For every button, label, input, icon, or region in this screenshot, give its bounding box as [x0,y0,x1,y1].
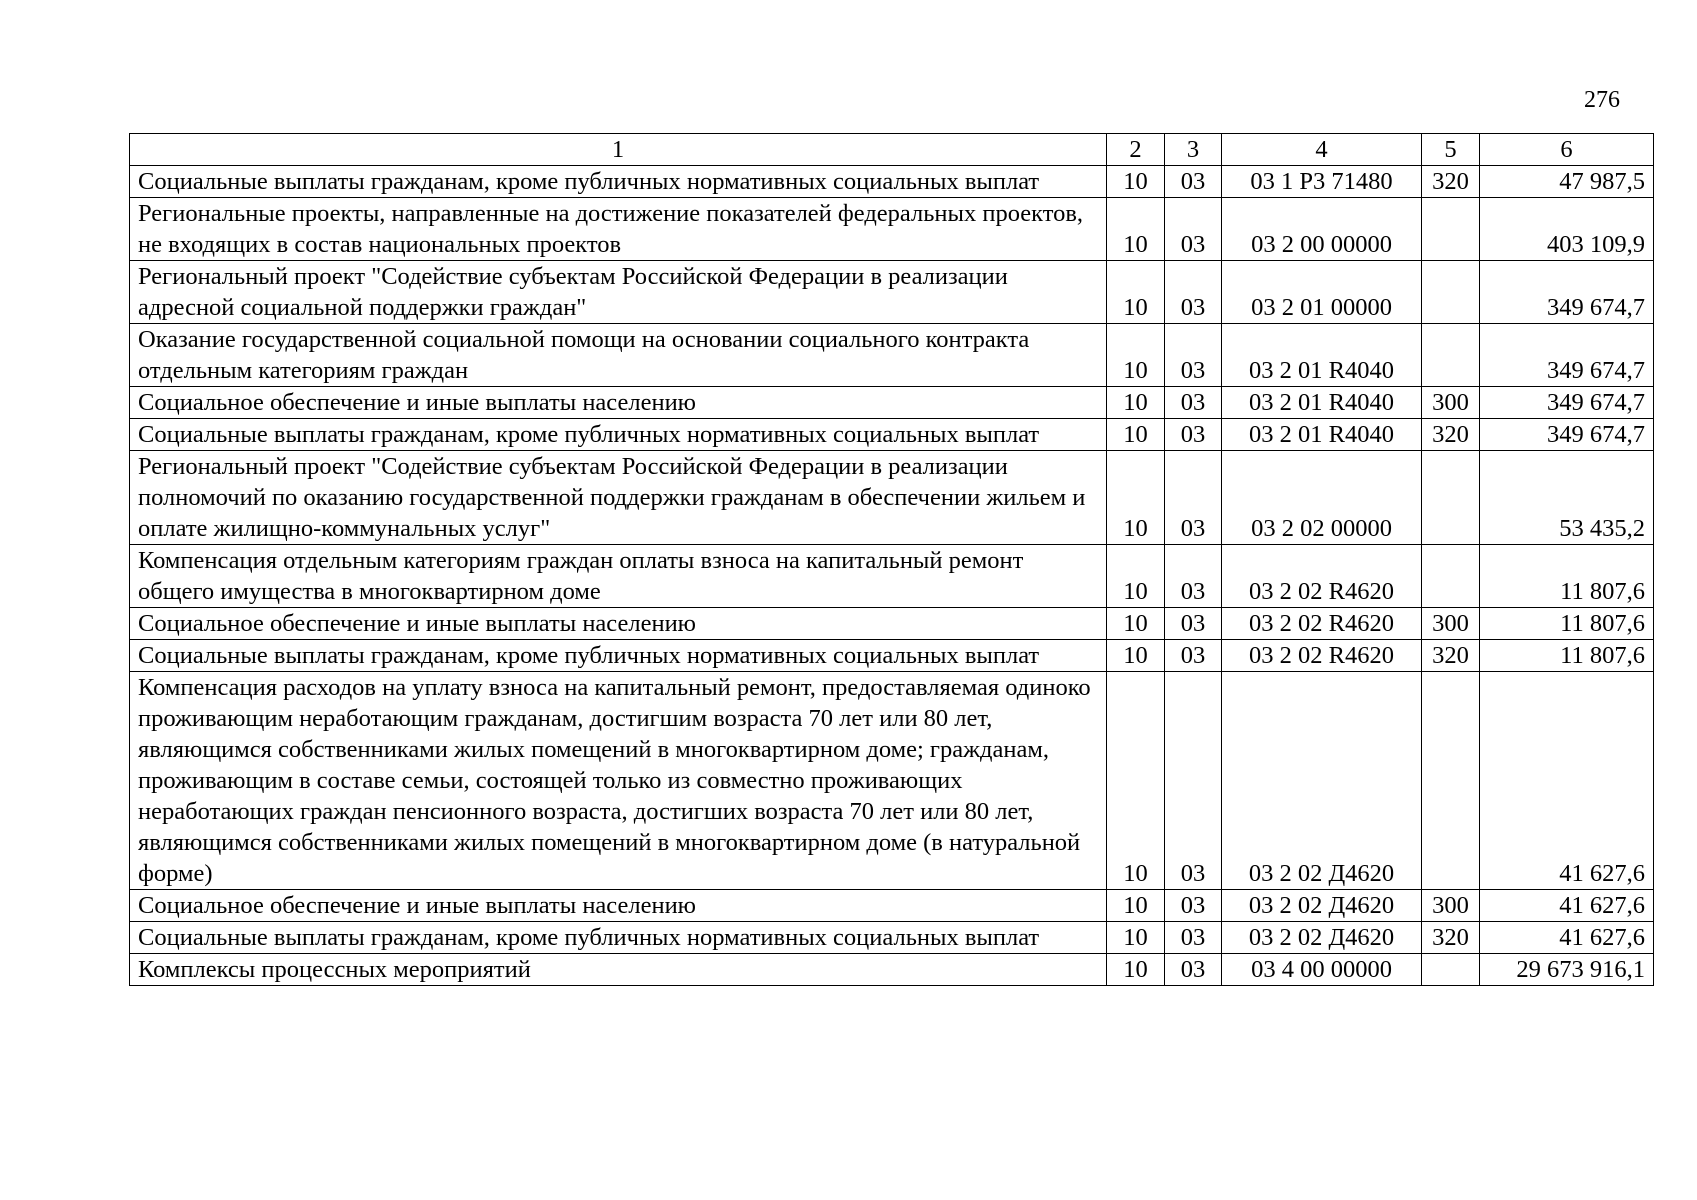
row-target-code: 03 2 02 R4620 [1222,545,1422,608]
table-row [130,387,1654,419]
row-target-code: 03 2 01 00000 [1222,261,1422,324]
column-header-6: 6 [1480,134,1654,166]
table-row [130,890,1654,922]
row-description: Оказание государственной социальной помощи на основании социального контракта отдельным категориям граждан [130,324,1107,387]
row-expense-type: 300 [1422,608,1480,640]
row-section: 10 [1107,954,1165,986]
row-expense-type [1422,954,1480,986]
row-expense-type: 320 [1422,922,1480,954]
row-target-code: 03 2 01 R4040 [1222,387,1422,419]
row-section: 10 [1107,261,1165,324]
row-subsection: 03 [1165,672,1222,890]
page-number: 276 [1584,87,1620,113]
row-amount: 11 807,6 [1480,608,1654,640]
row-section: 10 [1107,451,1165,545]
row-section: 10 [1107,198,1165,261]
column-header-4: 4 [1222,134,1422,166]
row-section: 10 [1107,672,1165,890]
row-amount: 53 435,2 [1480,451,1654,545]
row-description: Социальные выплаты гражданам, кроме публичных нормативных социальных выплат [130,640,1107,672]
row-subsection: 03 [1165,922,1222,954]
row-description: Социальные выплаты гражданам, кроме публичных нормативных социальных выплат [130,922,1107,954]
row-subsection: 03 [1165,387,1222,419]
row-amount: 349 674,7 [1480,419,1654,451]
table-row [130,324,1654,387]
row-section: 10 [1107,419,1165,451]
row-description: Социальные выплаты гражданам, кроме публичных нормативных социальных выплат [130,166,1107,198]
row-target-code: 03 2 02 Д4620 [1222,922,1422,954]
row-amount: 11 807,6 [1480,640,1654,672]
row-amount: 47 987,5 [1480,166,1654,198]
table-row [130,640,1654,672]
row-subsection: 03 [1165,640,1222,672]
column-header-1: 1 [130,134,1107,166]
row-subsection: 03 [1165,198,1222,261]
row-description: Компенсация расходов на уплату взноса на капитальный ремонт, предоставляемая одиноко проживающим неработающим гражданам, достигшим возраста 70 лет или 80 лет, являющимся собственниками жилых помещений в многоквартирном доме; гражданам, проживающим в составе семьи, состоящей только из совместно проживающих неработающих граждан пенсионного возраста, достигших возраста 70 лет или 80 лет, являющимся собственниками жилых помещений в многоквартирном доме (в натуральной форме) [130,672,1107,890]
row-expense-type: 320 [1422,640,1480,672]
row-subsection: 03 [1165,954,1222,986]
row-section: 10 [1107,166,1165,198]
row-description: Компенсация отдельным категориям граждан оплаты взноса на капитальный ремонт общего имущества в многоквартирном доме [130,545,1107,608]
row-expense-type [1422,545,1480,608]
table-row [130,198,1654,261]
budget-table [129,133,1654,986]
row-amount: 349 674,7 [1480,324,1654,387]
row-expense-type [1422,261,1480,324]
row-description: Комплексы процессных мероприятий [130,954,1107,986]
table-row [130,545,1654,608]
row-section: 10 [1107,608,1165,640]
row-amount: 403 109,9 [1480,198,1654,261]
row-section: 10 [1107,387,1165,419]
row-target-code: 03 1 Р3 71480 [1222,166,1422,198]
table-row [130,922,1654,954]
row-expense-type: 300 [1422,387,1480,419]
row-target-code: 03 2 02 Д4620 [1222,890,1422,922]
row-subsection: 03 [1165,890,1222,922]
row-expense-type: 320 [1422,166,1480,198]
table-row [130,672,1654,890]
row-expense-type [1422,451,1480,545]
row-target-code: 03 2 02 00000 [1222,451,1422,545]
row-subsection: 03 [1165,451,1222,545]
table-row [130,608,1654,640]
table-row [130,419,1654,451]
row-section: 10 [1107,922,1165,954]
column-header-5: 5 [1422,134,1480,166]
row-subsection: 03 [1165,261,1222,324]
table-row [130,166,1654,198]
row-target-code: 03 2 00 00000 [1222,198,1422,261]
row-target-code: 03 2 01 R4040 [1222,419,1422,451]
row-expense-type [1422,672,1480,890]
row-target-code: 03 2 01 R4040 [1222,324,1422,387]
row-amount: 41 627,6 [1480,672,1654,890]
row-amount: 11 807,6 [1480,545,1654,608]
row-description: Социальное обеспечение и иные выплаты населению [130,387,1107,419]
row-section: 10 [1107,890,1165,922]
row-amount: 349 674,7 [1480,261,1654,324]
row-amount: 41 627,6 [1480,890,1654,922]
row-subsection: 03 [1165,419,1222,451]
row-subsection: 03 [1165,166,1222,198]
row-amount: 29 673 916,1 [1480,954,1654,986]
row-subsection: 03 [1165,545,1222,608]
row-expense-type: 320 [1422,419,1480,451]
table-row [130,451,1654,545]
table-header-row [130,134,1654,166]
row-description: Региональный проект "Содействие субъектам Российской Федерации в реализации адресной социальной поддержки граждан" [130,261,1107,324]
row-description: Социальное обеспечение и иные выплаты населению [130,890,1107,922]
row-expense-type [1422,198,1480,261]
row-description: Региональный проект "Содействие субъектам Российской Федерации в реализации полномочий по оказанию государственной поддержки гражданам в обеспечении жильем и оплате жилищно-коммунальных услуг" [130,451,1107,545]
row-subsection: 03 [1165,608,1222,640]
row-description: Социальное обеспечение и иные выплаты населению [130,608,1107,640]
row-expense-type [1422,324,1480,387]
table-row [130,954,1654,986]
row-target-code: 03 4 00 00000 [1222,954,1422,986]
row-description: Региональные проекты, направленные на достижение показателей федеральных проектов, не входящих в состав национальных проектов [130,198,1107,261]
column-header-3: 3 [1165,134,1222,166]
row-amount: 349 674,7 [1480,387,1654,419]
row-target-code: 03 2 02 R4620 [1222,640,1422,672]
column-header-2: 2 [1107,134,1165,166]
table-row [130,261,1654,324]
row-expense-type: 300 [1422,890,1480,922]
row-target-code: 03 2 02 R4620 [1222,608,1422,640]
row-subsection: 03 [1165,324,1222,387]
row-section: 10 [1107,640,1165,672]
row-target-code: 03 2 02 Д4620 [1222,672,1422,890]
row-description: Социальные выплаты гражданам, кроме публичных нормативных социальных выплат [130,419,1107,451]
row-section: 10 [1107,324,1165,387]
row-amount: 41 627,6 [1480,922,1654,954]
row-section: 10 [1107,545,1165,608]
